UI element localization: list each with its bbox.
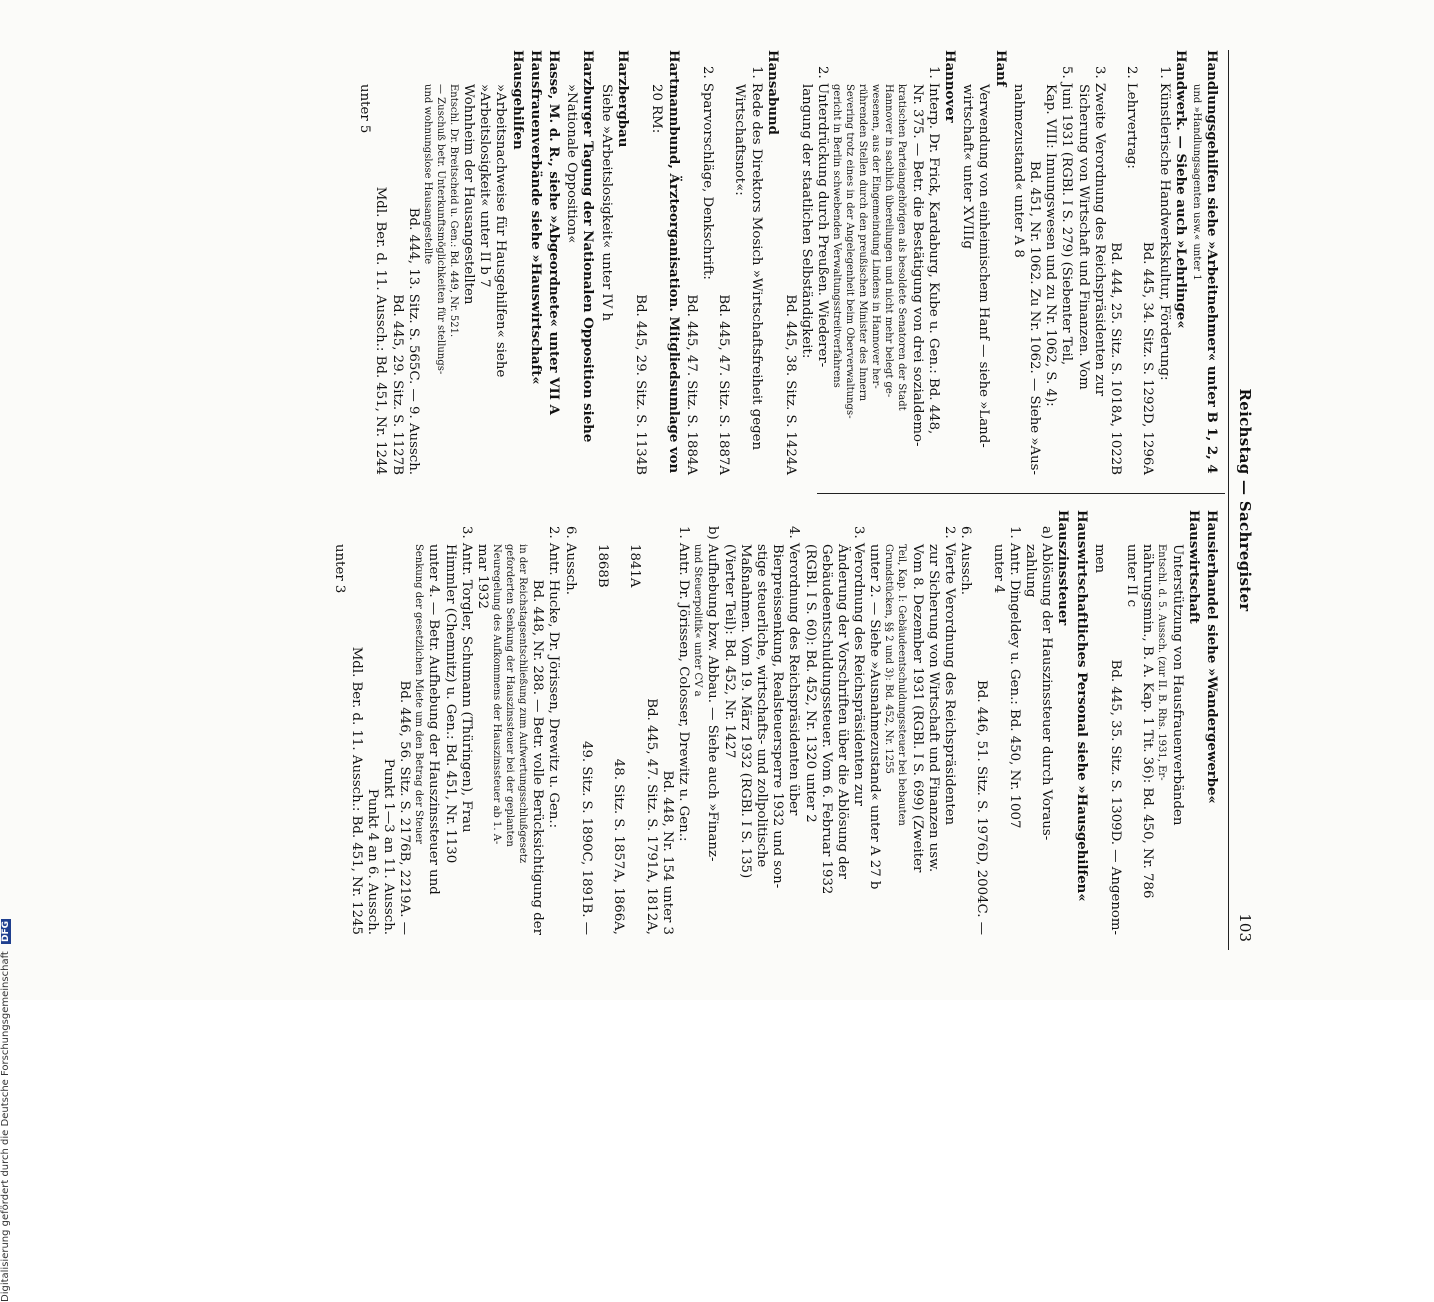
entry-line: Unterstützung von Hausfrauenverbänden	[1169, 544, 1185, 826]
entry-line: Bd. 451, Nr. 1062. Zu Nr. 1062. — Siehe »Aus-	[1026, 160, 1042, 475]
entry-line: Punkt 1—3 an 11. Aussch.	[381, 758, 397, 935]
entry-line: »Arbeitslosigkeit« unter II b 7	[477, 84, 493, 288]
entry-line: Wohnheim der Hausangestellten	[461, 84, 477, 305]
entry-line: kratischen Parteiangehörigen als besoldete Senatoren der Stadt	[896, 84, 908, 411]
entry-line: Bd. 445, 47. Sitz. S. 1887A	[716, 294, 732, 475]
register-entry	[356, 50, 525, 475]
entry-heading: Hausierhandel siehe »Wandergewerbe«	[1204, 510, 1219, 804]
entry-line: Bd. 446, 51. Sitz. S. 1976D, 2004C. —	[974, 680, 990, 935]
entry-line: Bd. 445, 29. Sitz. S. 1134B	[633, 294, 649, 475]
entry-heading: Harzbergbau	[614, 50, 630, 148]
register-entry	[632, 50, 681, 475]
entry-line: unter 5	[357, 84, 373, 134]
register-entry	[1072, 510, 1088, 935]
entry-line: nährungsmin., B. A. Kap. 1 Tit. 36): Bd. 450, Nr. 786	[1140, 544, 1156, 899]
entry-line: Bd. 444, 25. Sitz. S. 1018A, 1022B	[1107, 242, 1123, 475]
entry-line: 1868B	[595, 544, 611, 588]
register-entry	[563, 50, 595, 475]
digitization-credit	[0, 312, 14, 1302]
entry-line: nahmezustand« unter A 8	[1010, 84, 1026, 258]
entry-heading: Hauszinssteuer	[1055, 510, 1071, 626]
entry-line: zur Sicherung von Wirtschaft und Finanzen usw.	[925, 544, 941, 873]
entry-heading: Hausfrauenverbände siehe »Hauswirtschaft«	[527, 50, 543, 385]
entry-line: 4. Verordnung des Reichspräsidenten über	[786, 526, 802, 816]
entry-line: Bd. 445, 47. Sitz. S. 1884A	[683, 294, 699, 475]
entry-line: 1. Interp. Dr. Frick, Kardaburg, Kube u. Gen.: Bd. 448,	[925, 66, 941, 435]
entry-line: 2. Antr. Hucke, Dr. Jörissen, Drewitz u. Gen.:	[546, 526, 562, 829]
page-number: 103	[1236, 913, 1254, 942]
entry-line: geforderten Senkung der Hauszinssteuer bei der geplanten	[504, 544, 516, 847]
entry-line: 1841A	[627, 544, 643, 588]
entry-line: 3. Verordnung des Reichspräsidenten zur	[851, 526, 867, 806]
entry-heading: Harzburger Tagung der Nationalen Opposition siehe	[580, 50, 596, 443]
entry-line: unter 2. — Siehe »Ausnahmezustand« unter A 27 b	[867, 544, 883, 890]
entry-line: in der Reichstagsentschließung zum Aufwertungsschlußgesetz	[517, 544, 529, 864]
register-entry	[1190, 50, 1219, 475]
entry-line: Verwendung von einheimischem Hanf — siehe »Land-	[976, 84, 992, 448]
right-column	[329, 510, 1219, 935]
entry-line: wesenen, aus der Eingemeindung Lindens in Hannover her-	[870, 84, 882, 389]
entry-line: Grundstücken, §§ 2 und 3): Bd. 452, Nr. 1255	[883, 544, 895, 774]
credit-text: Digitalisierung gefördert durch die Deutsche Forschungsgemeinschaft	[0, 951, 11, 1302]
entry-line: Wirtschaftsnot«:	[732, 84, 748, 196]
entry-line: und »Handlungsagenten usw.« unter 1	[1190, 84, 1202, 281]
entry-line: 1. Antr. Dr. Jörissen, Colosser, Drewitz u. Gen.:	[676, 526, 692, 842]
entry-line: Bierpreissenkung, Realsteuersperre 1932 und son-	[770, 544, 786, 889]
entry-line: stige steuerliche, wirtschafts- und zollpolitische	[753, 544, 769, 868]
entry-line: Bd. 445, 38. Sitz. S. 1424A	[782, 294, 798, 475]
entry-line: Neuregelung des Aufkommens der Hauszinssteuer ab 1. A-	[491, 544, 503, 845]
entry-line: 2. Unterdrückung durch Preußen. Wiederer-	[815, 66, 831, 368]
entry-line: langung der staatlichen Selbständigkeit:	[799, 84, 815, 359]
entry-heading: Hauswirtschaftliches Personal siehe »Hausgehilfen«	[1073, 510, 1089, 902]
entry-line: und wohnungslose Hausangestellte	[421, 84, 433, 265]
entry-line: zahlung	[1022, 544, 1038, 598]
entry-line: Teil, Kap. I: Gebäudeentschuldungssteuer bei bebauten	[896, 544, 908, 826]
entry-line: Severing trotz eines in der Angelegenheit beim Oberverwaltungs-	[844, 84, 856, 419]
entry-line: gericht in Berlin schwebenden Verwaltungsstreitverfahrens	[831, 84, 843, 388]
register-entry	[683, 50, 780, 475]
entry-line: b) Aufhebung bzw. Abbau. — Siehe auch »Finanz-	[705, 526, 721, 862]
entry-heading: Handwerk. — Siehe auch »Lehrlinge«	[1172, 50, 1188, 329]
register-entry	[959, 50, 1008, 475]
entry-line: unter 4. — Betr. Aufhebung der Hauszinssteuer und	[426, 544, 442, 895]
entry-line: wirtschaft« unter XVIIIg	[960, 84, 976, 249]
entry-line: Änderung der Vorschriften über die Ablösung der	[834, 544, 850, 880]
entry-line: 48. Sitz. S. 1857A, 1866A,	[611, 758, 627, 935]
entry-line: mar 1932	[475, 544, 491, 609]
entry-line: Nr. 375. — Betr. die Bestätigung von drei sozialdemo-	[909, 84, 925, 447]
entry-line: Bd. 446, 56. Sitz. S. 2176B, 2219A. —	[397, 680, 413, 935]
entry-line: 3. Zweite Verordnung des Reichspräsidenten zur	[1091, 66, 1107, 397]
entry-line: unter 3	[332, 544, 348, 594]
entry-line: 1. Künstlerische Handwerkskultur, Förderung:	[1156, 66, 1172, 381]
entry-line: Bd. 445, 35. Sitz. S. 1309D. — Angenom-	[1107, 659, 1123, 935]
entry-heading: Hannover	[941, 50, 957, 123]
register-entry	[1203, 510, 1219, 935]
entry-line: »Arbeitsnachweise für Hausgehilfen« siehe	[493, 84, 509, 378]
register-entry	[1010, 50, 1188, 475]
running-title: Reichstag — Sachregister	[1236, 388, 1254, 612]
entry-line: Bd. 448, Nr. 288. — Betr. volle Berücksichtigung der	[530, 579, 546, 935]
entry-line: Bd. 448, Nr. 154 unter 3	[659, 770, 675, 935]
entry-line: (RGBl. I S. 60): Bd. 452, Nr. 1320 unter 2	[802, 544, 818, 823]
left-column	[354, 50, 1219, 475]
entry-line: Sicherung von Wirtschaft und Finanzen. Vom	[1075, 84, 1091, 390]
register-entry	[545, 50, 561, 475]
entry-heading: Hansabund	[764, 50, 780, 135]
header-rule	[1228, 50, 1229, 950]
entry-line: »Nationale Opposition«	[564, 84, 580, 244]
register-entry	[598, 50, 630, 475]
entry-line: a) Ablösung der Hauszinssteuer durch Voraus-	[1039, 526, 1055, 841]
entry-line: men	[1091, 544, 1107, 574]
entry-line: 2. Sparvorschläge, Denkschrift:	[699, 66, 715, 280]
entry-line: 6. Aussch.	[562, 526, 578, 595]
entry-line: Siehe »Arbeitslosigkeit« unter IV h	[598, 84, 614, 322]
entry-line: 2. Vierte Verordnung des Reichspräsidenten	[941, 526, 957, 826]
entry-line: Bd. 445, 47. Sitz. S. 1791A, 1812A,	[643, 698, 659, 935]
entry-line: Maßnahmen. Vom 19. März 1932 (RGBl. I S. 135)	[737, 544, 753, 879]
entry-line: Bd. 444, 13. Sitz. S. 565C. — 9. Aussch.	[405, 207, 421, 475]
entry-line: und Steuerpolitik« unter CV a	[692, 544, 704, 697]
register-page	[177, 50, 1257, 950]
column-divider	[817, 493, 1225, 494]
entry-line: 3. Antr. Torgler, Schumann (Thüringen), Frau	[458, 526, 474, 833]
entry-heading: Hausgehilfen	[509, 50, 525, 150]
register-entry	[782, 50, 957, 475]
entry-line: 2. Lehrvertrag:	[1124, 66, 1140, 169]
register-entry	[527, 50, 543, 475]
entry-line: Entschl. Dr. Breitscheid u. Gen.: Bd. 449, Nr. 521.	[447, 84, 459, 338]
entry-heading: Hauswirtschaft	[1185, 510, 1201, 624]
entry-line: Mdl. Ber. d. 11. Aussch.: Bd. 451, Nr. 1245	[348, 646, 364, 935]
entry-line: Entschl. d. 5. Aussch. (zur II. B. Rhs. 1931, Er-	[1156, 544, 1168, 781]
entry-line: — Zuschuß betr. Unterkunftsmöglichkeiten für stellungs-	[434, 84, 446, 375]
entry-line: unter 4	[990, 544, 1006, 594]
dfg-logo: DFG	[1, 920, 11, 942]
entry-line: 20 RM:	[649, 84, 665, 134]
entry-line: 1. Antr. Dingeldey u. Gen.: Bd. 450, Nr. 1007	[1006, 526, 1022, 829]
entry-line: Himmler (Chemnitz) u. Gen.: Bd. 451, Nr. 1130	[442, 544, 458, 864]
entry-line: 5. Juni 1931 (RGBl. I S. 279) (Siebenter Teil,	[1059, 66, 1075, 366]
entry-line: unter II c	[1124, 544, 1140, 608]
entry-line: Bd. 445, 29. Sitz. S. 1127B	[389, 294, 405, 475]
entry-line: Senkung der gesetzlichen Miete um den Betrag der Steuer	[413, 544, 425, 844]
entry-line: Mdl. Ber. d. 11. Aussch.: Bd. 451, Nr. 1244	[373, 186, 389, 475]
register-entry	[1091, 510, 1201, 935]
entry-line: Kap. VIII: Innungswesen und zu Nr. 1062, S. 4):	[1043, 84, 1059, 407]
entry-line: 1. Rede des Direktors Mosich »Wirtschaftsfreiheit gegen	[748, 66, 764, 451]
entry-heading: Hasse, M. d. R., siehe »Abgeordnete« unter VII A	[546, 50, 562, 415]
entry-line: 6. Aussch.	[958, 526, 974, 595]
entry-line: Punkt 4 an 6. Aussch.	[364, 788, 380, 935]
entry-heading: Hanf	[992, 50, 1008, 87]
entry-line: Hannover in sachlich übereilungen und nicht mehr belegt ge-	[883, 84, 895, 398]
entry-line: Gebäudeentschuldungssteuer. Vom 6. Februar 1932	[818, 544, 834, 895]
entry-line: 49. Sitz. S. 1890C, 1891B. —	[578, 741, 594, 935]
entry-heading: Hartmannbund, Ärzteorganisation. Mitgliedsumlage von	[665, 50, 681, 474]
entry-line: Bd. 445, 34. Sitz. S. 1292D, 1296A	[1140, 241, 1156, 475]
entry-heading: Handlungsgehilfen siehe »Arbeitnehmer« unter B 1, 2, 4	[1204, 50, 1219, 474]
register-entry	[331, 510, 1070, 935]
entry-line: (Vierter Teil): Bd. 452, Nr. 1427	[721, 544, 737, 759]
entry-line: Vom 8. Dezember 1931 (RGBl. I S. 699) (Zweiter	[909, 544, 925, 873]
page-header	[1229, 50, 1257, 950]
entry-line: rührenden Stellen durch den preußischen Minister des Innern	[857, 84, 869, 402]
